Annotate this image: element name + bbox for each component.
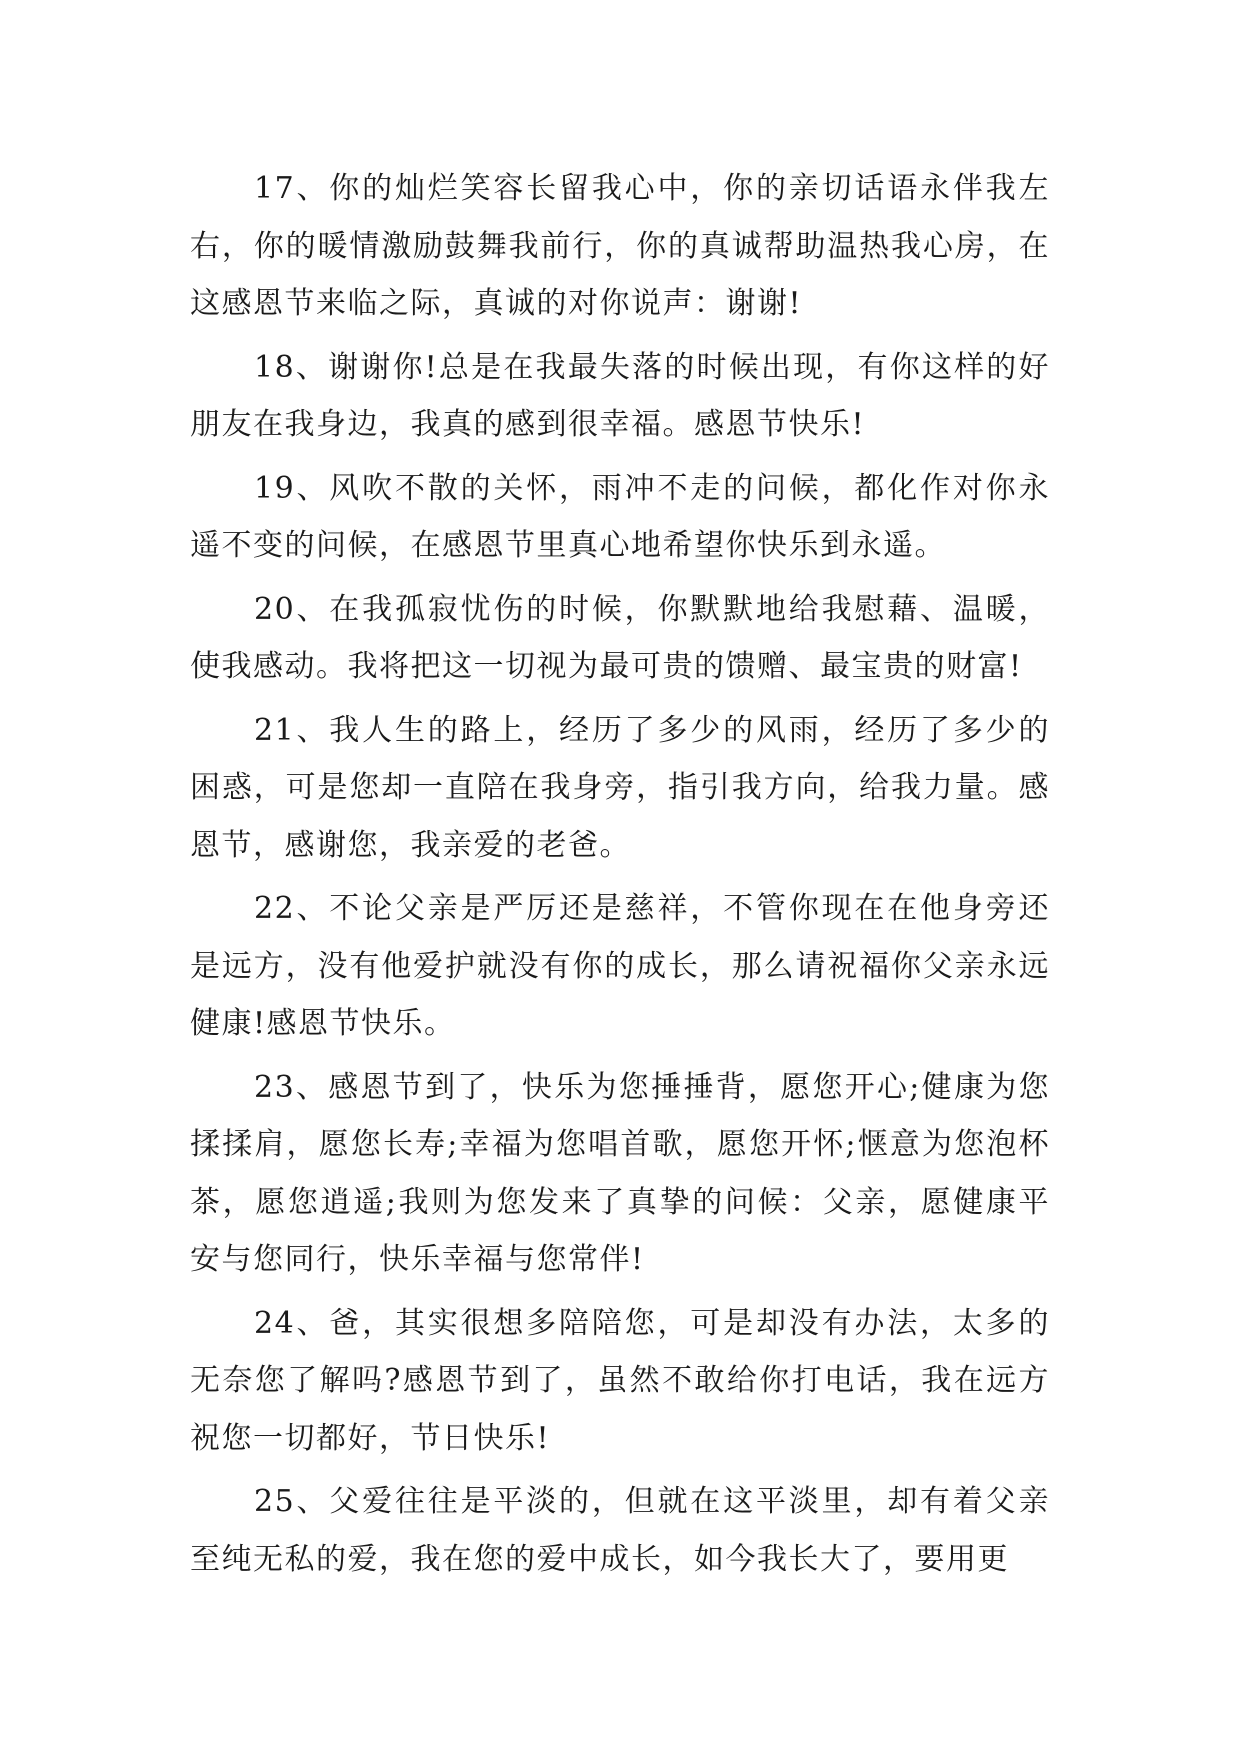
paragraph-23: 23、感恩节到了，快乐为您捶捶背，愿您开心;健康为您揉揉肩，愿您长寿;幸福为您唱首歌，愿您开怀;惬意为您泡杯茶，愿您逍遥;我则为您发来了真挚的问候：父亲，愿健康平安与您同行，快乐幸福与您常伴! [190,1069,1050,1277]
paragraph-25: 25、父爱往往是平淡的，但就在这平淡里，却有着父亲至纯无私的爱，我在您的爱中成长，如今我长大了，要用更 [190,1484,1050,1577]
document-page [190,160,1050,1594]
paragraph-17: 17、你的灿烂笑容长留我心中，你的亲切话语永伴我左右，你的暖情激励鼓舞我前行，你的真诚帮助温热我心房，在这感恩节来临之际，真诚的对你说声：谢谢! [190,171,1050,321]
paragraph-20: 20、在我孤寂忧伤的时候，你默默地给我慰藉、温暖，使我感动。我将把这一切视为最可贵的馈赠、最宝贵的财富! [190,591,1050,684]
paragraph-19: 19、风吹不散的关怀，雨冲不走的问候，都化作对你永遥不变的问候，在感恩节里真心地希望你快乐到永遥。 [190,470,1050,563]
paragraph-18: 18、谢谢你!总是在我最失落的时候出现，有你这样的好朋友在我身边，我真的感到很幸福。感恩节快乐! [190,349,1050,442]
paragraph-24: 24、爸，其实很想多陪陪您，可是却没有办法，太多的无奈您了解吗?感恩节到了，虽然不敢给你打电话，我在远方祝您一切都好，节日快乐! [190,1305,1050,1456]
paragraph-22: 22、不论父亲是严厉还是慈祥，不管你现在在他身旁还是远方，没有他爱护就没有你的成长，那么请祝福你父亲永远健康!感恩节快乐。 [190,891,1050,1041]
paragraph-21: 21、我人生的路上，经历了多少的风雨，经历了多少的困惑，可是您却一直陪在我身旁，指引我方向，给我力量。感恩节，感谢您，我亲爱的老爸。 [190,712,1050,863]
